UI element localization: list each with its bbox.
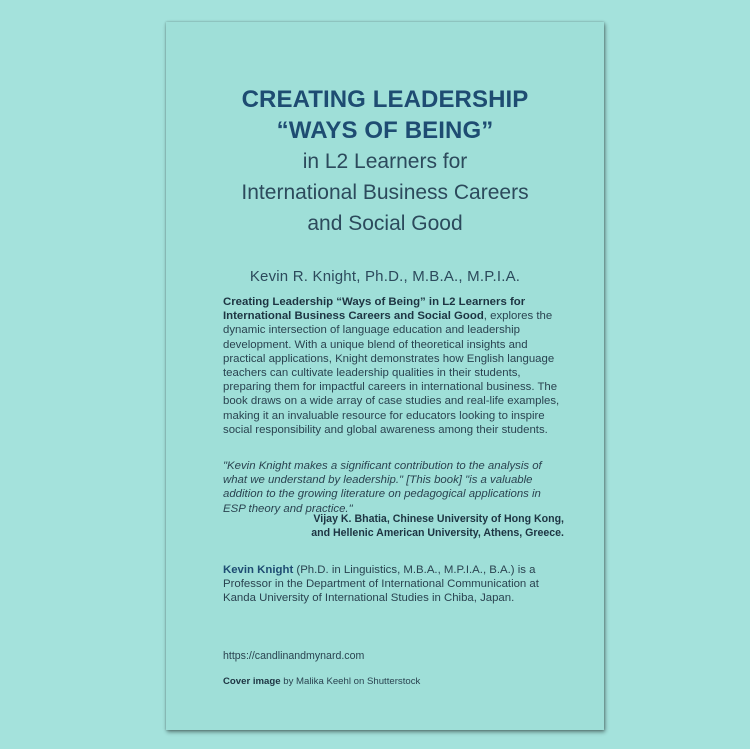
credit-label: Cover image xyxy=(223,676,281,687)
description-body: , explores the dynamic intersection of language education and leadership development. With a unique blend of theoretical insights and practical applications, Knight demonstrates how English language teachers can cultivate leadership qualities in their students, preparing them for impactful careers in international business. The book draws on a wide array of case studies and real-life examples, making it an invaluable resource for educators looking to inspire social responsibility and global awareness among their students. xyxy=(223,310,560,436)
book-title-line-1: CREATING LEADERSHIP xyxy=(241,86,529,113)
endorsement-attribution xyxy=(311,513,564,540)
book-subtitle-line-1: in L2 Learners for xyxy=(302,150,468,173)
bio-author-name: Kevin Knight xyxy=(223,564,294,576)
attribution-line-1: Vijay K. Bhatia, Chinese University of Hong Kong, xyxy=(313,513,564,525)
book-subtitle-line-2: International Business Careers xyxy=(241,181,529,204)
credit-text: by Malika Keehl on Shutterstock xyxy=(280,676,421,687)
book-title-line-2: “WAYS OF BEING” xyxy=(276,117,494,144)
author-name: Kevin R. Knight, Ph.D., M.B.A., M.P.I.A. xyxy=(249,268,521,285)
endorsement-quote: "Kevin Knight makes a significant contribution to the analysis of what we understand by leadership." [This book] "is a valuable addition to the growing literature on pedagogical applications in ESP theory and practice." xyxy=(223,460,542,515)
book-description xyxy=(223,295,563,437)
book-subtitle-line-3: and Social Good xyxy=(307,212,463,235)
publisher-url: https://candlinandmynard.com xyxy=(223,650,365,662)
description-title: Creating Leadership “Ways of Being” in L2 Learners for International Business Careers and Social Good xyxy=(223,296,526,323)
book-back-cover xyxy=(166,22,604,730)
attribution-line-2: and Hellenic American University, Athens, Greece. xyxy=(311,526,564,539)
bio-text: (Ph.D. in Linguistics, M.B.A., M.P.I.A., B.A.) is a Professor in the Department of International Communication at Kanda University of International Studies in Chiba, Japan. xyxy=(223,564,539,605)
author-bio xyxy=(223,563,568,606)
cover-image-credit xyxy=(223,676,420,687)
